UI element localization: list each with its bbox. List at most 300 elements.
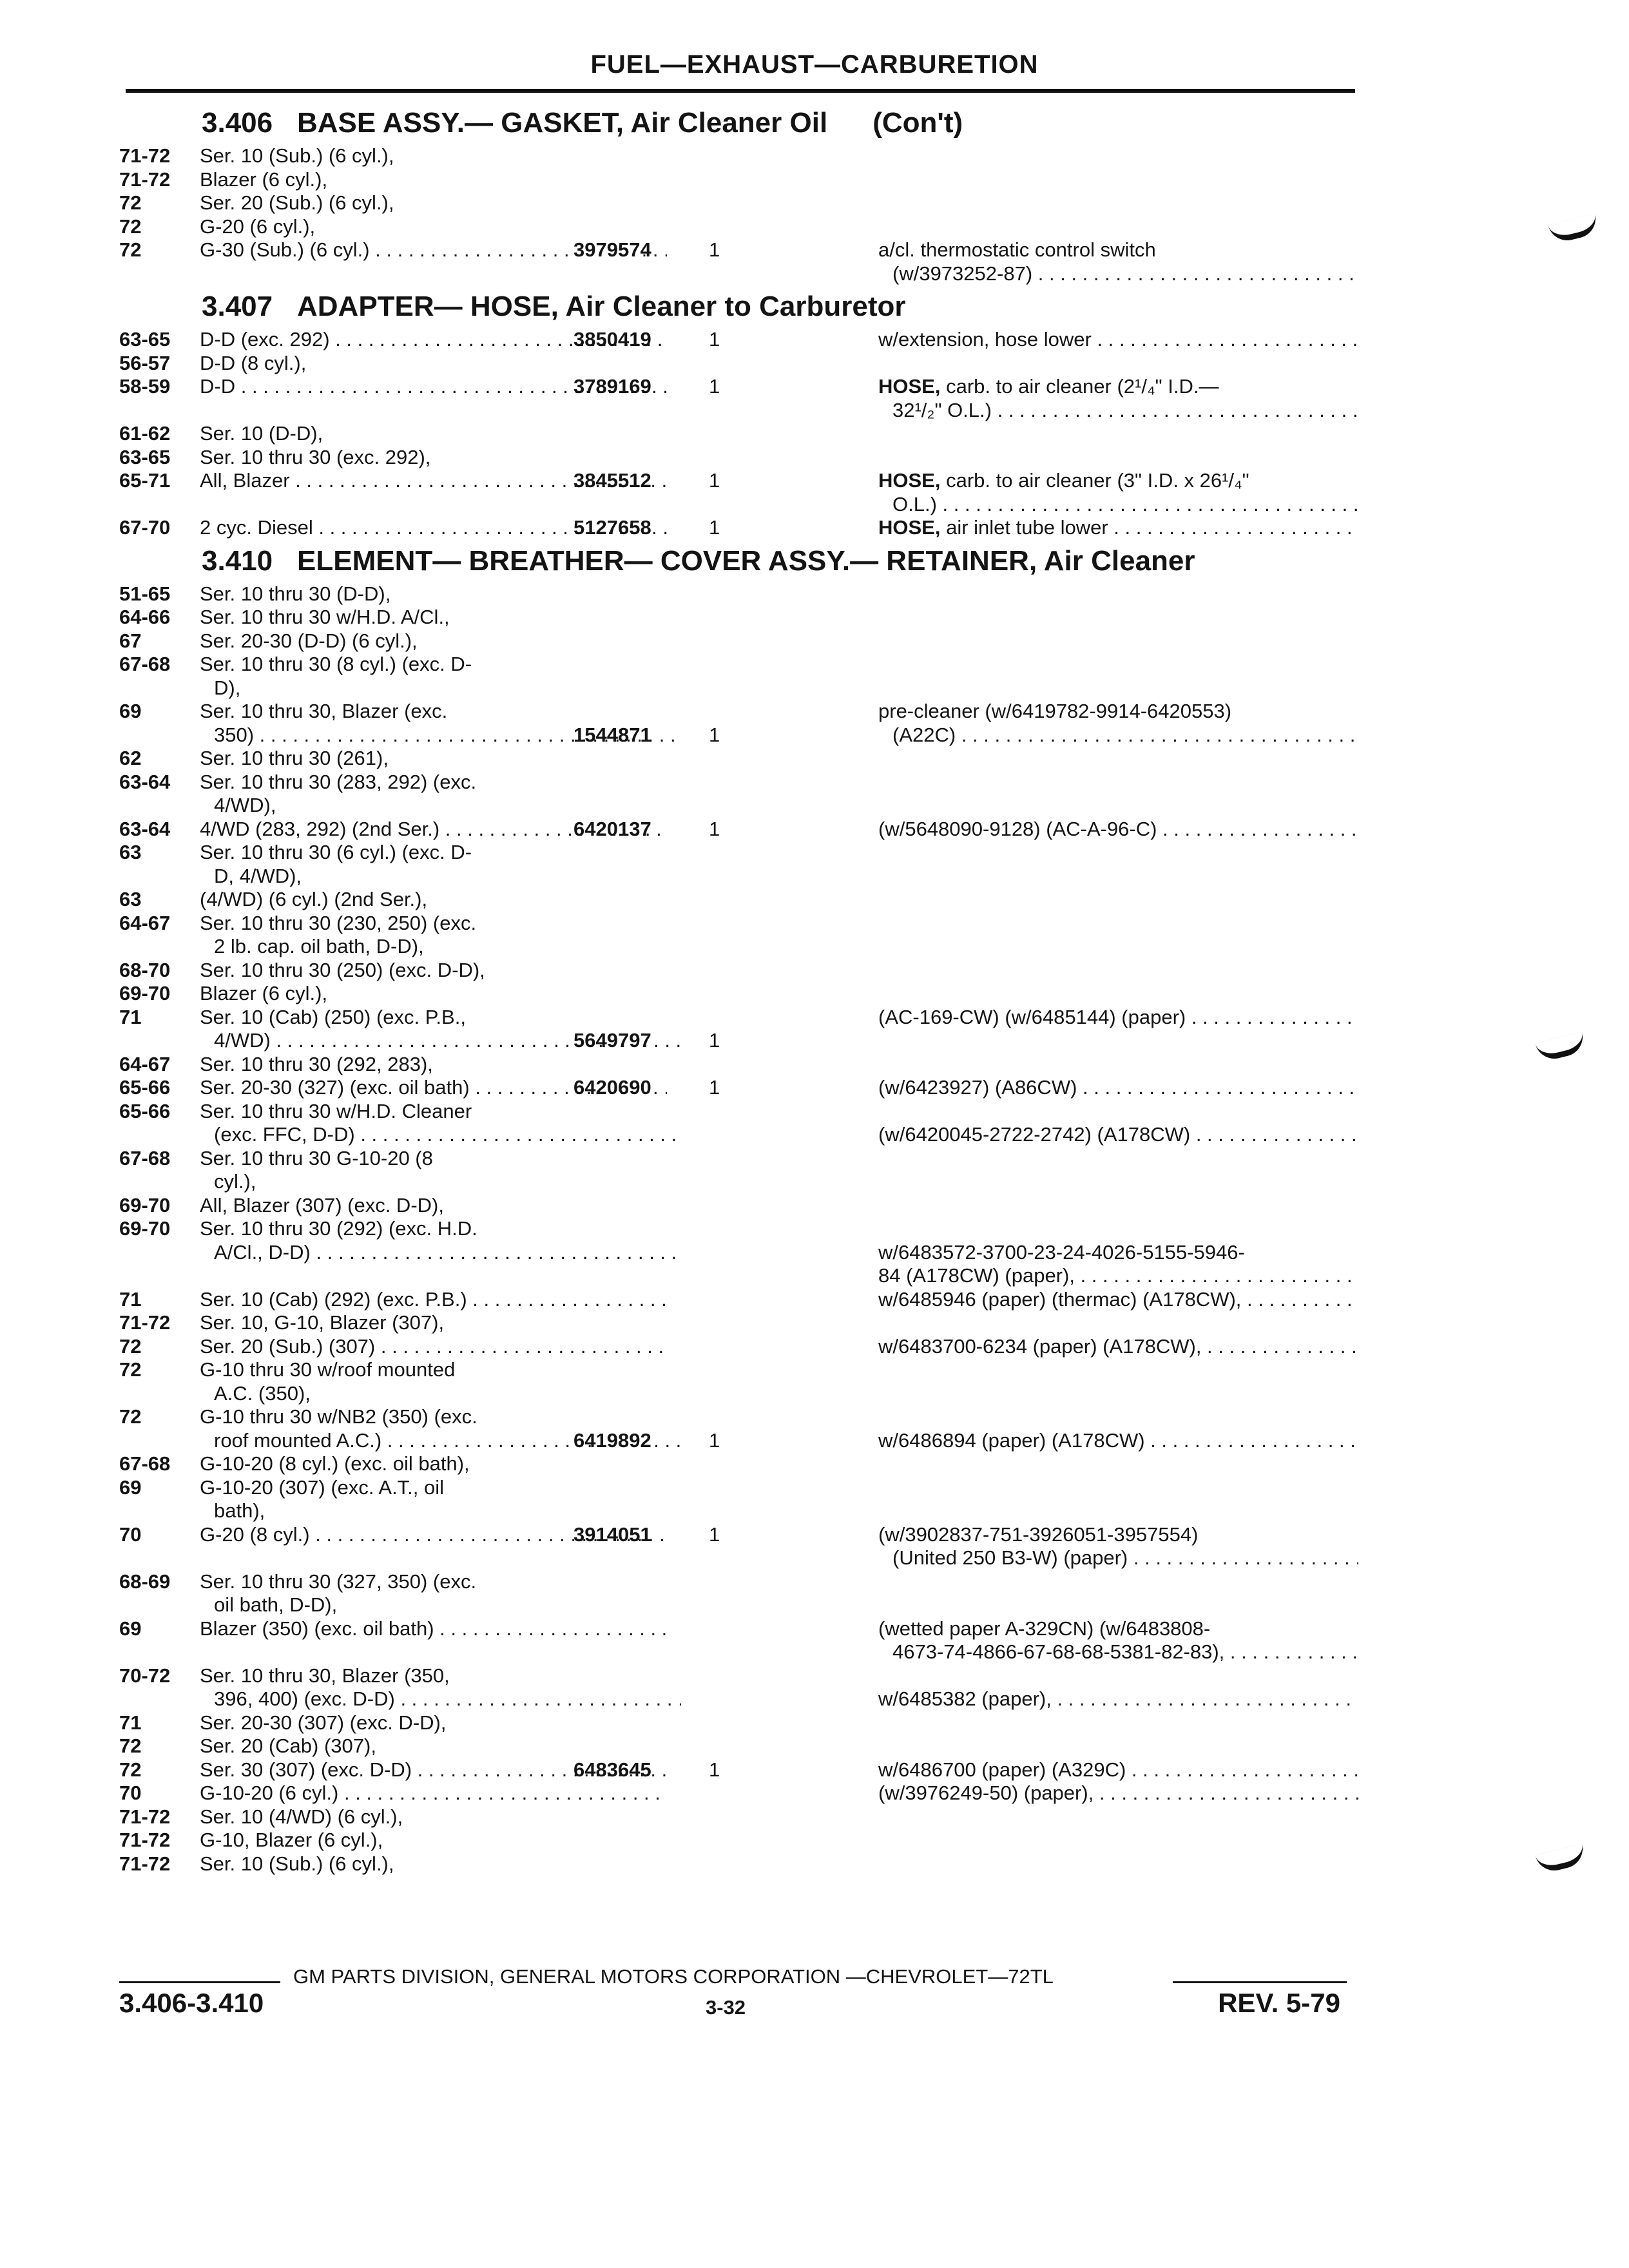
remark-text: (AC-169-CW) (w/6485144) (paper) <box>878 1005 1186 1028</box>
model-years: 63-65 <box>119 445 171 468</box>
model-years: 65-66 <box>119 1076 171 1099</box>
binder-hole-mark <box>1535 1843 1586 1874</box>
parts-row <box>119 1523 1360 1570</box>
model-years: 68-69 <box>119 1570 171 1593</box>
remarks <box>878 1664 1358 1711</box>
parts-row <box>119 888 1360 912</box>
description-line <box>200 700 667 724</box>
parts-row <box>119 1147 1360 1194</box>
description-text: Ser. 10 (Cab) (292) (exc. P.B.) . . . <box>200 1288 667 1311</box>
remark-text: a/cl. thermostatic control switch <box>878 238 1156 261</box>
description-line <box>200 1311 667 1335</box>
model-years: 63-64 <box>119 770 171 793</box>
remarks <box>878 1100 1358 1147</box>
model-years: 71-72 <box>119 1829 171 1851</box>
application-description <box>200 1358 667 1405</box>
application-description <box>200 629 667 653</box>
model-years: 72 <box>119 191 142 214</box>
model-years: 72 <box>119 238 142 261</box>
description-line <box>200 1664 667 1688</box>
model-years: 62 <box>119 747 142 769</box>
parts-row <box>119 1405 1360 1452</box>
remarks <box>878 1523 1358 1570</box>
description-line <box>200 982 667 1006</box>
page-title: FUEL—EXHAUST—CARBURETION <box>590 50 1039 79</box>
application-description <box>200 168 667 192</box>
parts-row <box>119 912 1360 959</box>
remark-line <box>878 818 1358 841</box>
description-line <box>200 144 667 168</box>
model-years: 65-66 <box>119 1099 171 1122</box>
quantity: 1 <box>709 516 720 539</box>
description-line <box>200 1170 667 1194</box>
parts-row <box>119 191 1360 215</box>
description-line <box>200 747 667 771</box>
description-text: Ser. 20 (Cab) (307), <box>200 1735 376 1757</box>
part-number: 3979574 <box>574 238 651 261</box>
remark-part-name: HOSE, <box>878 375 941 398</box>
model-years: 69-70 <box>119 982 171 1004</box>
footer-rule <box>119 1981 280 1983</box>
model-years: 72 <box>119 1405 142 1428</box>
description-text: G-10-20 (8 cyl.) (exc. oil bath), <box>200 1452 470 1475</box>
parts-row <box>119 168 1360 192</box>
remark-line <box>878 1546 1358 1570</box>
remark-line <box>878 1687 1358 1711</box>
parts-row <box>119 1758 1360 1782</box>
parts-row <box>119 818 1360 841</box>
description-text: Ser. 10 thru 30 (8 cyl.) (exc. D- <box>200 653 472 675</box>
section-number: 3.407 <box>202 291 273 322</box>
description-text: 4/WD (283, 292) (2nd Ser.) . . . <box>200 818 667 840</box>
parts-row <box>119 653 1360 700</box>
description-line <box>200 653 667 677</box>
model-years: 67 <box>119 629 142 652</box>
description-text: D, 4/WD), <box>214 864 302 887</box>
parts-row <box>119 1617 1360 1664</box>
header-rule <box>126 89 1355 93</box>
description-line <box>200 582 667 606</box>
remark-text: 4673-74-4866-67-68-68-5381-82-83), <box>892 1640 1225 1663</box>
description-text: A/Cl., D-D) . . . <box>214 1241 681 1264</box>
footer-section-range: 3.406-3.410 <box>119 1988 264 2018</box>
description-text: D-D (exc. 292) . . . <box>200 328 667 351</box>
application-description <box>200 582 667 606</box>
description-text: All, Blazer . . . <box>200 469 667 492</box>
description-line <box>200 1852 667 1876</box>
application-description <box>200 1288 667 1312</box>
application-description <box>200 144 667 168</box>
description-line <box>200 1735 667 1758</box>
remarks <box>878 1405 1358 1452</box>
application-description <box>200 1100 667 1147</box>
application-description <box>200 1335 667 1359</box>
remark-text: air inlet tube lower <box>946 516 1108 539</box>
part-number: 6420137 <box>574 817 651 840</box>
description-line <box>200 352 667 376</box>
model-years: 72 <box>119 215 142 238</box>
parts-row <box>119 1311 1360 1335</box>
description-line <box>200 1617 667 1641</box>
remark-text: w/6485382 (paper), <box>878 1687 1052 1710</box>
description-line <box>200 1452 667 1476</box>
description-line <box>200 446 667 470</box>
description-line <box>200 1100 667 1124</box>
part-number: 1544871 <box>574 723 651 746</box>
remark-text: (A22C) <box>892 723 956 746</box>
parts-row <box>119 1335 1360 1359</box>
section-heading <box>119 102 1360 144</box>
description-line <box>200 629 667 653</box>
description-text: D-D (8 cyl.), <box>200 351 307 374</box>
model-years: 71 <box>119 1005 142 1028</box>
description-text: Ser. 20 (Sub.) (6 cyl.), <box>200 191 394 214</box>
remarks <box>878 516 1358 540</box>
page-number: 3-32 <box>706 1996 746 2019</box>
quantity: 1 <box>709 375 720 398</box>
remark-line <box>878 1617 1358 1641</box>
remarks <box>878 238 1358 285</box>
remark-line <box>878 1664 1358 1688</box>
description-text: Ser. 10 thru 30 G-10-20 (8 <box>200 1146 433 1169</box>
model-years: 61-62 <box>119 422 171 445</box>
description-line <box>200 865 667 889</box>
remark-text: w/6483572-3700-23-24-4026-5155-5946- <box>878 1240 1245 1264</box>
footer-rule <box>1173 1981 1347 1983</box>
footer-publisher: GM PARTS DIVISION, GENERAL MOTORS CORPORATION —CHEVROLET—72TL <box>293 1965 1054 1988</box>
remark-line <box>878 1006 1358 1030</box>
remark-line <box>878 1100 1358 1124</box>
model-years: 67-68 <box>119 653 171 675</box>
description-text: Ser. 20 (Sub.) (307) . . . <box>200 1335 667 1358</box>
application-description <box>200 422 667 446</box>
application-description <box>200 1147 667 1194</box>
description-line <box>200 215 667 239</box>
parts-row <box>119 446 1360 470</box>
model-years: 69-70 <box>119 1217 171 1240</box>
parts-row <box>119 352 1360 376</box>
description-text: 2 lb. cap. oil bath, D-D), <box>214 935 424 957</box>
application-description <box>200 1194 667 1218</box>
description-text: Ser. 10 (4/WD) (6 cyl.), <box>200 1805 403 1828</box>
parts-row <box>119 1570 1360 1617</box>
parts-row <box>119 700 1360 747</box>
model-years: 56-57 <box>119 351 171 374</box>
description-line <box>200 1382 667 1406</box>
parts-row <box>119 606 1360 629</box>
description-line <box>200 1006 667 1030</box>
description-text: Ser. 10 thru 30 w/H.D. A/Cl., <box>200 606 450 628</box>
application-description <box>200 747 667 771</box>
description-text: Ser. 10 (Sub.) (6 cyl.), <box>200 1852 394 1875</box>
parts-row <box>119 1852 1360 1876</box>
description-text: A.C. (350), <box>214 1381 311 1405</box>
model-years: 71 <box>119 1711 142 1734</box>
application-description <box>200 606 667 629</box>
parts-row <box>119 1288 1360 1312</box>
description-line <box>200 1358 667 1382</box>
model-years: 63 <box>119 888 142 910</box>
part-number: 5649797 <box>574 1029 651 1052</box>
description-line <box>200 771 667 794</box>
remark-text: 32¹/₂" O.L.) <box>892 398 992 421</box>
binder-hole-mark <box>1535 1032 1586 1062</box>
application-description <box>200 912 667 959</box>
description-line <box>200 841 667 865</box>
remark-line <box>878 493 1358 517</box>
parts-row <box>119 469 1360 516</box>
remark-line <box>878 1758 1358 1782</box>
part-number: 3845512 <box>574 469 651 492</box>
remark-text: (w/3973252-87) <box>892 262 1033 285</box>
remark-text: (w/3976249-50) (paper), <box>878 1782 1094 1804</box>
model-years: 72 <box>119 1758 142 1781</box>
remarks <box>878 1758 1358 1782</box>
remark-line <box>878 328 1358 352</box>
description-text: Ser. 20-30 (327) (exc. oil bath) . . . <box>200 1076 667 1099</box>
remark-line <box>878 516 1358 540</box>
description-text: Ser. 20-30 (307) (exc. D-D), <box>200 1711 447 1734</box>
model-years: 71-72 <box>119 1805 171 1828</box>
description-line <box>200 422 667 446</box>
model-years: 71-72 <box>119 144 171 167</box>
description-text: G-10 thru 30 w/roof mounted <box>200 1358 456 1381</box>
remark-text: O.L.) <box>892 492 937 515</box>
parts-row <box>119 328 1360 352</box>
quantity: 1 <box>709 1523 720 1546</box>
description-line <box>200 1123 681 1147</box>
application-description <box>200 888 667 912</box>
part-number: 5127658 <box>574 516 651 539</box>
parts-row <box>119 629 1360 653</box>
model-years: 70-72 <box>119 1664 171 1687</box>
model-years: 69 <box>119 700 142 722</box>
description-line <box>200 1335 667 1359</box>
application-description <box>200 1217 667 1264</box>
description-text: Ser. 30 (307) (exc. D-D) . . . <box>200 1758 667 1781</box>
model-years: 64-66 <box>119 606 171 628</box>
description-text: 4/WD) . . . <box>214 1029 681 1052</box>
part-number: 3850419 <box>574 328 651 351</box>
description-line <box>200 959 667 983</box>
quantity: 1 <box>709 238 720 261</box>
model-years: 63 <box>119 841 142 863</box>
description-line <box>200 606 667 629</box>
remark-text: w/6486894 (paper) (A178CW) <box>878 1428 1145 1452</box>
model-years: 63-64 <box>119 817 171 840</box>
description-text: cyl.), <box>214 1170 256 1193</box>
description-line <box>200 888 667 912</box>
remark-line <box>878 1241 1358 1265</box>
application-description <box>200 1829 667 1852</box>
application-description <box>200 1311 667 1335</box>
remarks <box>878 818 1358 841</box>
description-text: Blazer (6 cyl.), <box>200 168 328 191</box>
parts-row <box>119 422 1360 446</box>
description-text: Ser. 10 thru 30 (292) (exc. H.D. <box>200 1217 477 1240</box>
description-line <box>200 1782 667 1805</box>
revision-label: REV. 5-79 <box>1218 1988 1340 2018</box>
description-text: Ser. 10 thru 30 (D-D), <box>200 582 391 605</box>
description-text: Ser. 10 thru 30 (261), <box>200 747 389 769</box>
description-text: G-10, Blazer (6 cyl.), <box>200 1829 383 1851</box>
section-title: ADAPTER— HOSE, Air Cleaner to Carburetor <box>297 291 906 322</box>
model-years: 72 <box>119 1334 142 1358</box>
model-years: 64-67 <box>119 911 171 934</box>
remarks <box>878 469 1358 516</box>
section-heading <box>119 540 1360 582</box>
quantity: 1 <box>709 469 720 492</box>
model-years: 68-70 <box>119 958 171 981</box>
parts-row <box>119 841 1360 888</box>
part-number: 6420690 <box>574 1076 651 1099</box>
description-text: G-30 (Sub.) (6 cyl.) . . . <box>200 238 667 261</box>
application-description <box>200 1664 667 1711</box>
description-line <box>200 1829 667 1852</box>
parts-row <box>119 1711 1360 1735</box>
description-line <box>200 191 667 215</box>
description-line <box>200 1147 667 1171</box>
section-number: 3.410 <box>202 544 273 577</box>
description-line <box>200 794 667 818</box>
description-text: Ser. 10 thru 30 w/H.D. Cleaner <box>200 1099 472 1122</box>
description-text: D-D . . . <box>200 375 667 398</box>
remarks <box>878 1076 1358 1100</box>
remark-line <box>878 1123 1358 1147</box>
description-line <box>200 1405 667 1429</box>
part-number: 3789169 <box>574 375 651 398</box>
parts-row <box>119 1476 1360 1523</box>
section-number: 3.406 <box>202 107 273 139</box>
remark-text: (United 250 B3-W) (paper) <box>892 1546 1128 1569</box>
application-description <box>200 982 667 1006</box>
description-line <box>200 1053 667 1077</box>
model-years: 69-70 <box>119 1193 171 1216</box>
quantity: 1 <box>709 723 720 746</box>
description-text: G-20 (8 cyl.) . . . <box>200 1523 667 1546</box>
remark-text: carb. to air cleaner (3" I.D. x 26¹/₄" <box>946 469 1249 492</box>
remark-part-name: HOSE, <box>878 469 941 492</box>
remark-line <box>878 1640 1358 1664</box>
description-text: 4/WD), <box>214 794 276 816</box>
description-line <box>200 1476 667 1500</box>
binder-hole-mark <box>1548 213 1599 244</box>
remark-line <box>878 262 1358 286</box>
remark-part-name: HOSE, <box>878 516 941 539</box>
application-description <box>200 959 667 983</box>
parts-row <box>119 582 1360 606</box>
description-text: oil bath, D-D), <box>214 1593 338 1616</box>
quantity: 1 <box>709 1428 720 1452</box>
application-description <box>200 1805 667 1829</box>
description-line <box>200 168 667 192</box>
remark-text: 84 (A178CW) (paper), <box>878 1264 1075 1287</box>
description-line <box>200 1570 667 1594</box>
parts-row <box>119 959 1360 983</box>
description-line <box>200 1499 667 1523</box>
description-text: 396, 400) (exc. D-D) . . . <box>214 1687 681 1710</box>
description-text: Ser. 10 (D-D), <box>200 422 323 445</box>
application-description <box>200 352 667 376</box>
model-years: 71-72 <box>119 168 171 191</box>
remark-text: w/6485946 (paper) (thermac) (A178CW), <box>878 1287 1242 1311</box>
parts-row <box>119 1782 1360 1805</box>
part-number: 6483645 <box>574 1758 651 1781</box>
description-text: Ser. 10 thru 30 (327, 350) (exc. <box>200 1570 477 1593</box>
remarks <box>878 328 1358 352</box>
description-line <box>200 912 667 936</box>
remark-line <box>878 399 1358 423</box>
section-title: ELEMENT— BREATHER— COVER ASSY.— RETAINER, Air Cleaner <box>297 544 1195 577</box>
quantity: 1 <box>709 1758 720 1781</box>
model-years: 71-72 <box>119 1852 171 1875</box>
remark-text: (w/6423927) (A86CW) <box>878 1076 1077 1099</box>
remark-line <box>878 375 1358 399</box>
description-text: bath), <box>214 1499 265 1522</box>
remark-line <box>878 1335 1358 1359</box>
model-years: 67-70 <box>119 516 171 539</box>
remarks <box>878 1288 1358 1312</box>
model-years: 65-71 <box>119 469 171 492</box>
description-text: 2 cyc. Diesel . . . <box>200 516 667 539</box>
description-text: Ser. 10, G-10, Blazer (307), <box>200 1311 445 1334</box>
description-text: Ser. 20-30 (D-D) (6 cyl.), <box>200 629 418 652</box>
remark-text: (wetted paper A-329CN) (w/6483808- <box>878 1617 1211 1640</box>
part-number: 6419892 <box>574 1428 651 1452</box>
application-description <box>200 1476 667 1523</box>
remarks <box>878 1217 1358 1288</box>
description-line <box>200 1593 667 1617</box>
section-heading <box>119 285 1360 328</box>
remark-line <box>878 700 1358 724</box>
description-line <box>200 1711 667 1735</box>
remarks <box>878 1335 1358 1359</box>
description-text: Ser. 10 thru 30 (292, 283), <box>200 1052 433 1075</box>
remark-text: w/extension, hose lower <box>878 328 1092 351</box>
description-text: G-10 thru 30 w/NB2 (350) (exc. <box>200 1405 477 1428</box>
parts-row <box>119 747 1360 771</box>
remark-line <box>878 1217 1358 1241</box>
model-years: 67-68 <box>119 1146 171 1169</box>
description-line <box>200 1805 667 1829</box>
section-title: BASE ASSY.— GASKET, Air Cleaner Oil <box>297 107 828 139</box>
parts-row <box>119 771 1360 818</box>
section-continued: (Con't) <box>872 107 963 139</box>
parts-row <box>119 1358 1360 1405</box>
application-description <box>200 191 667 215</box>
description-text: Ser. 10 thru 30 (250) (exc. D-D), <box>200 958 485 981</box>
description-text: G-20 (6 cyl.), <box>200 215 316 238</box>
model-years: 58-59 <box>119 375 171 398</box>
description-text: Ser. 10 (Sub.) (6 cyl.), <box>200 144 394 167</box>
description-line <box>200 935 667 959</box>
parts-row <box>119 1006 1360 1053</box>
parts-row <box>119 1829 1360 1852</box>
parts-row <box>119 144 1360 168</box>
model-years: 63-65 <box>119 328 171 351</box>
remark-text: (w/3902837-751-3926051-3957554) <box>878 1523 1199 1546</box>
description-line <box>200 1241 681 1265</box>
parts-list <box>119 102 1360 2035</box>
description-line <box>200 677 667 700</box>
description-text: Ser. 10 thru 30 (6 cyl.) (exc. D- <box>200 841 472 863</box>
remark-line <box>878 1782 1358 1805</box>
remarks <box>878 1617 1358 1664</box>
application-description <box>200 1053 667 1077</box>
parts-row <box>119 516 1360 540</box>
remarks <box>878 1006 1358 1030</box>
parts-row <box>119 1217 1360 1288</box>
